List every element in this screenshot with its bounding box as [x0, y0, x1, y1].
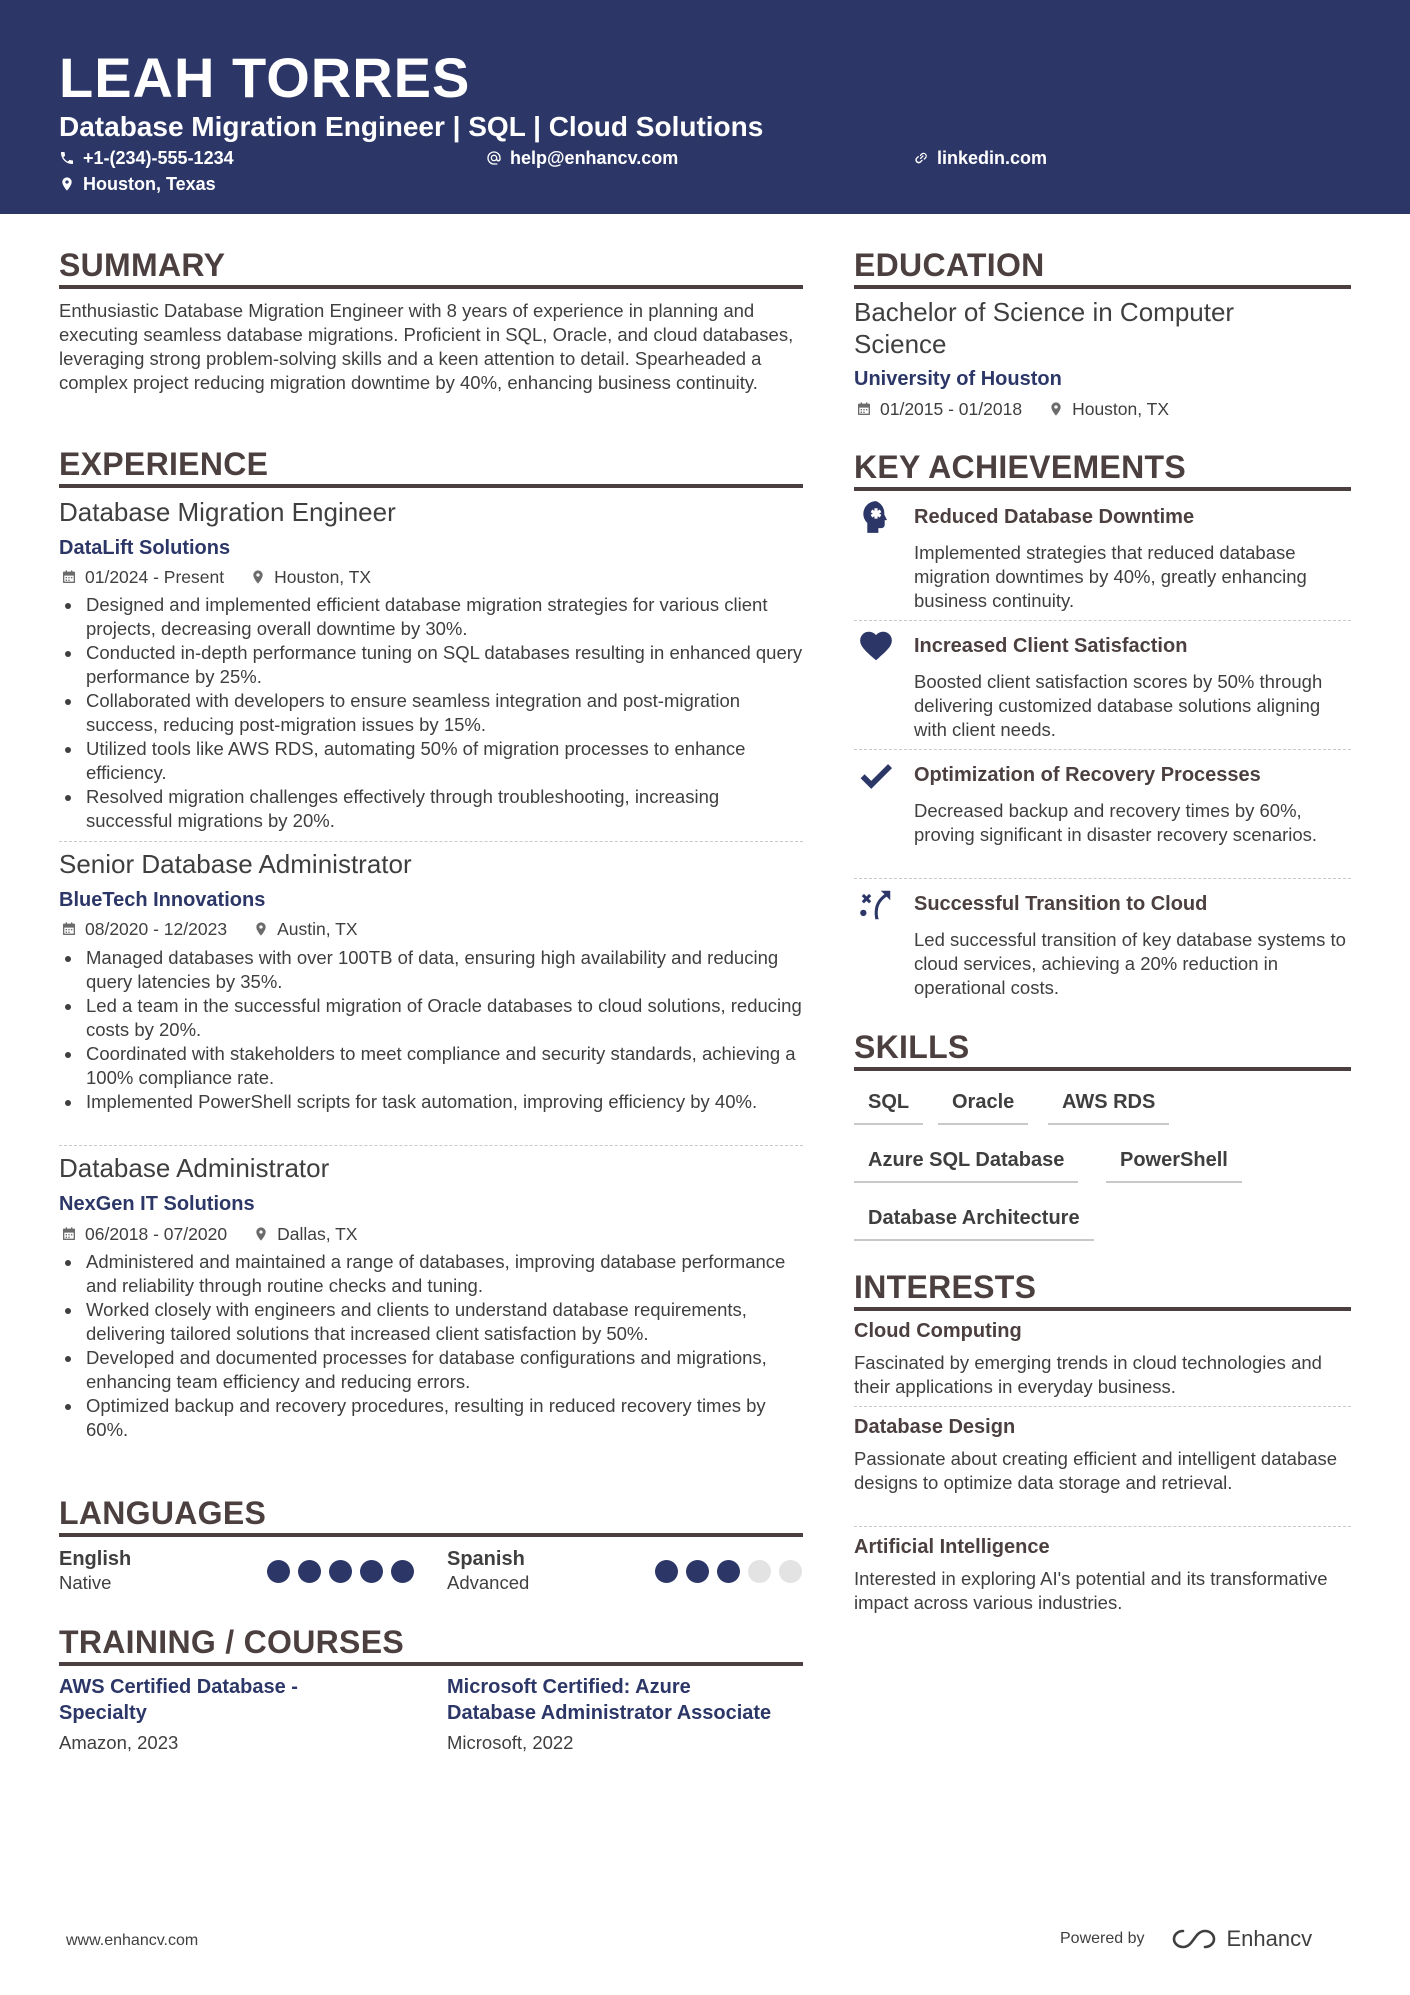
experience-rule [59, 484, 803, 488]
education-dates: 01/2015 - 01/2018 [880, 399, 1023, 419]
rating-dot-filled [329, 1560, 352, 1583]
location-pin-icon [253, 1226, 269, 1242]
list-item: Coordinated with stakeholders to meet compliance and security standards, achieving a 100% compliance rate. [59, 1042, 809, 1090]
calendar-icon [61, 921, 77, 937]
rating-dot-empty [779, 1560, 802, 1583]
languages-rule [59, 1533, 803, 1537]
linkedin-text: linkedin.com [937, 148, 1048, 168]
job-dates: 06/2018 - 07/2020 [85, 1224, 228, 1244]
rating-dot-filled [717, 1560, 740, 1583]
achievement-text: Boosted client satisfaction scores by 50% through delivering customized database solutions aligning with client needs. [914, 671, 1323, 740]
phone-icon [59, 150, 75, 166]
candidate-name: LEAH TORRES [59, 46, 471, 109]
list-item: Utilized tools like AWS RDS, automating 50% of migration processes to enhance efficiency. [59, 737, 809, 785]
list-item: Administered and maintained a range of databases, improving database performance and reliability through routine checks and tuning. [59, 1250, 809, 1298]
course-title: Specialty [59, 1702, 147, 1724]
head-brain-icon [857, 498, 895, 536]
divider [854, 1406, 1351, 1407]
job-company: NexGen IT Solutions [59, 1193, 255, 1215]
languages-heading: LANGUAGES [59, 1495, 267, 1531]
education-school: University of Houston [854, 368, 1062, 390]
course-title: Database Administrator Associate [447, 1702, 772, 1724]
skills-rule [854, 1067, 1351, 1071]
skill-chip: PowerShell [1106, 1147, 1242, 1183]
achievement-title: Optimization of Recovery Processes [914, 764, 1261, 786]
brand-logo[interactable] [1169, 1926, 1313, 1952]
rating-dot-filled [360, 1560, 383, 1583]
experience-heading: EXPERIENCE [59, 446, 269, 482]
interests-rule [854, 1307, 1351, 1311]
calendar-icon [61, 569, 77, 585]
achievement-title: Increased Client Satisfaction [914, 635, 1188, 657]
brand-name: Enhancv [1226, 1926, 1313, 1951]
location-pin-icon [1048, 401, 1064, 417]
powered-by-label: Powered by [1060, 1930, 1145, 1947]
interest-text: Passionate about creating efficient and intelligent database designs to optimize data storage and retrieval. [854, 1448, 1338, 1493]
training-heading: TRAINING / COURSES [59, 1624, 404, 1660]
divider [854, 749, 1351, 750]
link-icon [913, 150, 929, 166]
job-role: Database Administrator [59, 1153, 330, 1183]
list-item: Worked closely with engineers and clients to understand database requirements, delivering tailored solutions that increased client satisfaction by 50%. [59, 1298, 809, 1346]
check-icon [857, 757, 895, 795]
job-dates: 08/2020 - 12/2023 [85, 919, 228, 939]
job-location: Austin, TX [277, 919, 358, 939]
achievement-text: Led successful transition of key database systems to cloud services, achieving a 20% reduction in operational costs. [914, 929, 1346, 998]
job-location: Houston, TX [274, 567, 372, 587]
list-item: Optimized backup and recovery procedures, resulting in reduced recovery times by 60%. [59, 1394, 809, 1442]
list-item: Designed and implemented efficient database migration strategies for various client projects, decreasing overall downtime by 30%. [59, 593, 809, 641]
job-role: Senior Database Administrator [59, 849, 412, 879]
list-item: Developed and documented processes for database configurations and migrations, enhancing team efficiency and reducing errors. [59, 1346, 809, 1394]
divider [854, 620, 1351, 621]
skill-chip: AWS RDS [1048, 1089, 1169, 1125]
location-pin-icon [250, 569, 266, 585]
calendar-icon [61, 1226, 77, 1242]
skill-chip: Azure SQL Database [854, 1147, 1078, 1183]
achievements-heading: KEY ACHIEVEMENTS [854, 449, 1186, 485]
rating-dot-filled [298, 1560, 321, 1583]
divider [854, 1526, 1351, 1527]
course-title: Microsoft Certified: Azure [447, 1676, 691, 1698]
language-name: Spanish [447, 1548, 525, 1570]
job-bullets [59, 1250, 809, 1442]
path-arrow-icon [857, 886, 895, 924]
contact-phone[interactable] [59, 146, 234, 170]
location-text: Houston, Texas [83, 174, 216, 194]
divider [59, 1145, 803, 1146]
list-item: Managed databases with over 100TB of data, ensuring high availability and reducing query latencies by 35%. [59, 946, 809, 994]
skill-chip: SQL [854, 1089, 923, 1125]
skills-heading: SKILLS [854, 1029, 970, 1065]
list-item: Collaborated with developers to ensure seamless integration and post-migration success, reducing post-migration issues by 15%. [59, 689, 809, 737]
job-company: DataLift Solutions [59, 537, 231, 559]
training-rule [59, 1662, 803, 1666]
rating-dot-filled [267, 1560, 290, 1583]
resume-header [0, 0, 1410, 214]
interest-title: Artificial Intelligence [854, 1536, 1050, 1558]
job-dates: 01/2024 - Present [85, 567, 225, 587]
achievement-title: Successful Transition to Cloud [914, 893, 1208, 915]
education-degree: Science [854, 329, 947, 359]
footer-powered-by [1060, 1926, 1312, 1952]
contact-linkedin[interactable] [913, 146, 1047, 170]
job-meta [61, 1223, 357, 1245]
course-title: AWS Certified Database - [59, 1676, 298, 1698]
achievement-title: Reduced Database Downtime [914, 506, 1195, 528]
skill-chip: Oracle [938, 1089, 1028, 1125]
language-name: English [59, 1548, 132, 1570]
job-company: BlueTech Innovations [59, 889, 266, 911]
contact-email[interactable] [486, 146, 678, 170]
list-item: Led a team in the successful migration of Oracle databases to cloud solutions, reducing costs by 20%. [59, 994, 809, 1042]
education-location: Houston, TX [1072, 399, 1170, 419]
language-rating [267, 1560, 414, 1583]
course-meta: Amazon, 2023 [59, 1732, 179, 1753]
infinity-logo-icon [1169, 1926, 1219, 1952]
location-pin-icon [253, 921, 269, 937]
calendar-icon [856, 401, 872, 417]
rating-dot-empty [748, 1560, 771, 1583]
email-text: help@enhancv.com [510, 148, 679, 168]
heart-icon [857, 627, 895, 665]
list-item: Conducted in-depth performance tuning on SQL databases resulting in enhanced query performance by 25%. [59, 641, 809, 689]
language-level: Advanced [447, 1572, 530, 1593]
language-rating [655, 1560, 802, 1583]
job-location: Dallas, TX [277, 1224, 358, 1244]
interest-title: Database Design [854, 1416, 1016, 1438]
list-item: Implemented PowerShell scripts for task automation, improving efficiency by 40%. [59, 1090, 809, 1114]
achievements-rule [854, 487, 1351, 491]
summary-heading: SUMMARY [59, 247, 226, 283]
job-role: Database Migration Engineer [59, 497, 396, 527]
rating-dot-filled [686, 1560, 709, 1583]
summary-text: Enthusiastic Database Migration Engineer with 8 years of experience in planning and executing seamless database migrations. Proficient in SQL, Oracle, and cloud databases, leveraging strong problem-solving skills and a keen attention to detail. Spearheaded a complex project reducing migration downtime by 40%, enhancing business continuity. [59, 300, 794, 393]
job-bullets [59, 593, 809, 833]
interest-text: Interested in exploring AI's potential and its transformative impact across various industries. [854, 1568, 1328, 1613]
phone-text: +1-(234)-555-1234 [83, 148, 234, 168]
job-meta [61, 566, 371, 588]
interests-heading: INTERESTS [854, 1269, 1037, 1305]
candidate-title: Database Migration Engineer | SQL | Cloud Solutions [59, 111, 764, 142]
summary-rule [59, 285, 803, 289]
achievement-text: Decreased backup and recovery times by 60%, proving significant in disaster recovery scenarios. [914, 800, 1318, 845]
education-meta [856, 398, 1169, 420]
at-icon [486, 150, 502, 166]
language-level: Native [59, 1572, 112, 1593]
interest-title: Cloud Computing [854, 1320, 1022, 1342]
contact-location [59, 172, 216, 196]
interest-text: Fascinated by emerging trends in cloud technologies and their applications in everyday business. [854, 1352, 1322, 1397]
achievement-text: Implemented strategies that reduced database migration downtimes by 40%, greatly enhancing business continuity. [914, 542, 1307, 611]
list-item: Resolved migration challenges effectively through troubleshooting, increasing successful migrations by 20%. [59, 785, 809, 833]
footer-website[interactable]: www.enhancv.com [66, 1932, 199, 1949]
location-pin-icon [59, 176, 75, 192]
rating-dot-filled [655, 1560, 678, 1583]
job-bullets [59, 946, 809, 1114]
job-meta [61, 918, 358, 940]
rating-dot-filled [391, 1560, 414, 1583]
education-degree: Bachelor of Science in Computer [854, 297, 1235, 327]
skill-chip: Database Architecture [854, 1205, 1094, 1241]
education-rule [854, 285, 1351, 289]
divider [59, 841, 803, 842]
divider [854, 878, 1351, 879]
education-heading: EDUCATION [854, 247, 1045, 283]
course-meta: Microsoft, 2022 [447, 1732, 574, 1753]
